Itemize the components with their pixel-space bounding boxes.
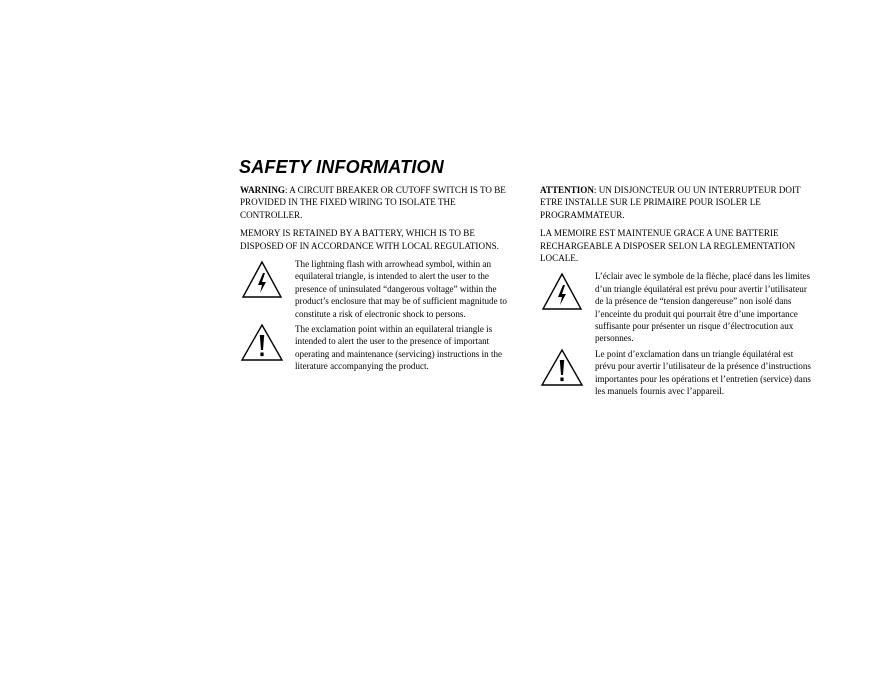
exclamation-fr-symbol-row (540, 348, 816, 398)
warning-text: : A CIRCUIT BREAKER OR CUTOFF SWITCH IS TO BE PROVIDED IN THE FIXED WIRING TO ISOLATE THE CONTROLLER. (240, 185, 506, 220)
warning-label: WARNING (240, 185, 285, 195)
exclamation-warning-icon (240, 323, 295, 367)
lightning-symbol-row (240, 258, 516, 320)
exclamation-description: The exclamation point within an equilateral triangle is intended to alert the user to the presence of important operating and maintenance (servicing) instructions in the literature accompanying the product. (295, 324, 503, 372)
lightning-warning-icon (240, 258, 295, 302)
page-title: SAFETY INFORMATION (239, 157, 444, 177)
eclair-symbol-row (540, 270, 816, 344)
attention-label: ATTENTION (540, 185, 594, 195)
warning-paragraph (240, 184, 516, 221)
attention-text: : UN DISJONCTEUR OU UN INTERRUPTEUR DOIT ETRE INSTALLE SUR LE PRIMAIRE POUR ISOLER LE PROGRAMMATEUR. (540, 185, 801, 220)
lightning-warning-icon (540, 270, 595, 314)
french-column (540, 184, 816, 401)
eclair-description: L’éclair avec le symbole de la flèche, placé dans les limites d’un triangle équilatéral est prévu pour avertir l’utilisateur de la présence de “tension dangereuse” non isolé dans l’enceinte du produit qui pourrait être d’une importance suffisante pour présenter un risque d’électrocution aux personnes. (595, 271, 811, 344)
english-column (240, 184, 516, 376)
lightning-description: The lightning flash with arrowhead symbol, within an equilateral triangle, is intended to alert the user to the presence of uninsulated “dangerous voltage” within the product’s enclosure that may be of sufficient magnitude to constitute a risk of electronic shock to persons. (295, 259, 507, 319)
exclamation-fr-description: Le point d’exclamation dans un triangle équilatéral est prévu pour avertir l’utilisateur de la présence d’instructions importantes pour les opérations et l’entretien (service) dans les manuels fournis avec l’appareil. (595, 348, 811, 397)
attention-paragraph (540, 184, 816, 221)
exclamation-warning-icon (540, 348, 595, 392)
memoire-paragraph: LA MEMOIRE EST MAINTENUE GRACE A UNE BATTERIE RECHARGEABLE A DISPOSER SELON LA REGLEMENTATION LOCALE. (540, 228, 796, 264)
memory-paragraph: MEMORY IS RETAINED BY A BATTERY, WHICH IS TO BE DISPOSED OF IN ACCORDANCE WITH LOCAL REGULATIONS. (240, 228, 499, 251)
exclamation-symbol-row (240, 323, 516, 373)
